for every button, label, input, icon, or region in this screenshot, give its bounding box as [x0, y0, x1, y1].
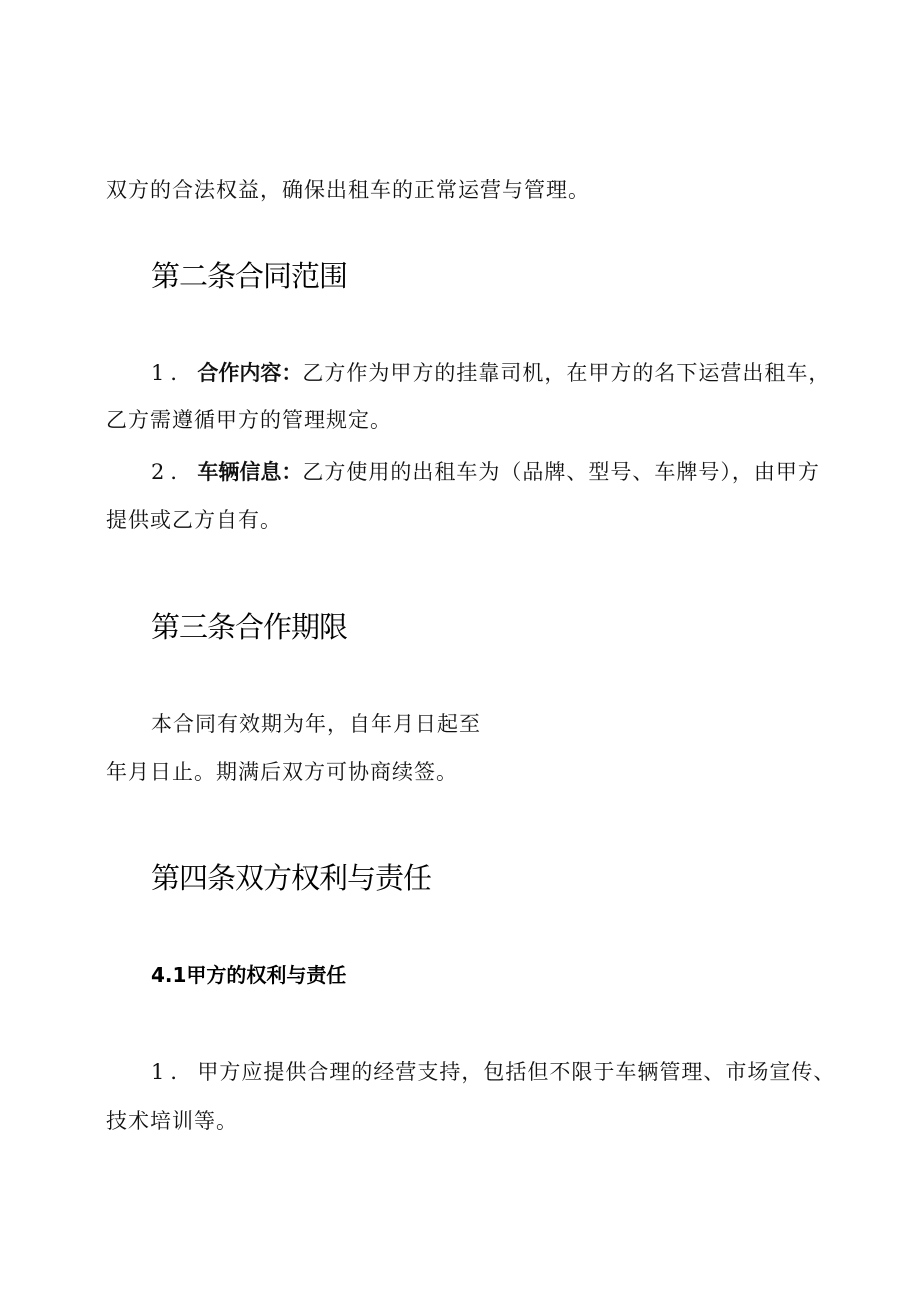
article-4-item-1-line-2: 技术培训等。: [106, 1109, 238, 1133]
article-2-item-1-line-1: [151, 359, 830, 387]
article-2-title: 第二条合同范围: [151, 259, 348, 293]
section-4-1-title: 4.1甲方的权利与责任: [151, 963, 347, 987]
item-text: 甲方应提供合理的经营支持，包括但不限于车辆管理、市场宣传、: [197, 1060, 836, 1084]
item-number: 1．: [151, 361, 198, 385]
article-3-text-line-2: 年月日止。期满后双方可协商续签。: [106, 760, 458, 784]
article-4-item-1-line-1: [151, 1058, 835, 1086]
item-text: 乙方作为甲方的挂靠司机，在甲方的名下运营出租车，: [302, 361, 831, 385]
item-label: 车辆信息：: [197, 460, 303, 484]
article-2-item-1-line-2: 乙方需遵循甲方的管理规定。: [106, 408, 392, 432]
article-4-title: 第四条双方权利与责任: [151, 861, 432, 895]
item-text: 乙方使用的出租车为（品牌、型号、车牌号），由甲方: [302, 460, 820, 484]
article-3-title: 第三条合作期限: [151, 610, 348, 644]
article-2-item-2-line-2: 提供或乙方自有。: [106, 508, 282, 532]
article-3-text-line-1: 本合同有效期为年，自年月日起至: [151, 712, 481, 736]
item-number: 1．: [151, 1060, 198, 1084]
item-number: 2．: [151, 460, 198, 484]
item-label: 合作内容：: [197, 361, 303, 385]
article-2-item-2-line-1: [151, 458, 820, 486]
intro-paragraph-line: 双方的合法权益，确保出租车的正常运营与管理。: [106, 178, 590, 202]
